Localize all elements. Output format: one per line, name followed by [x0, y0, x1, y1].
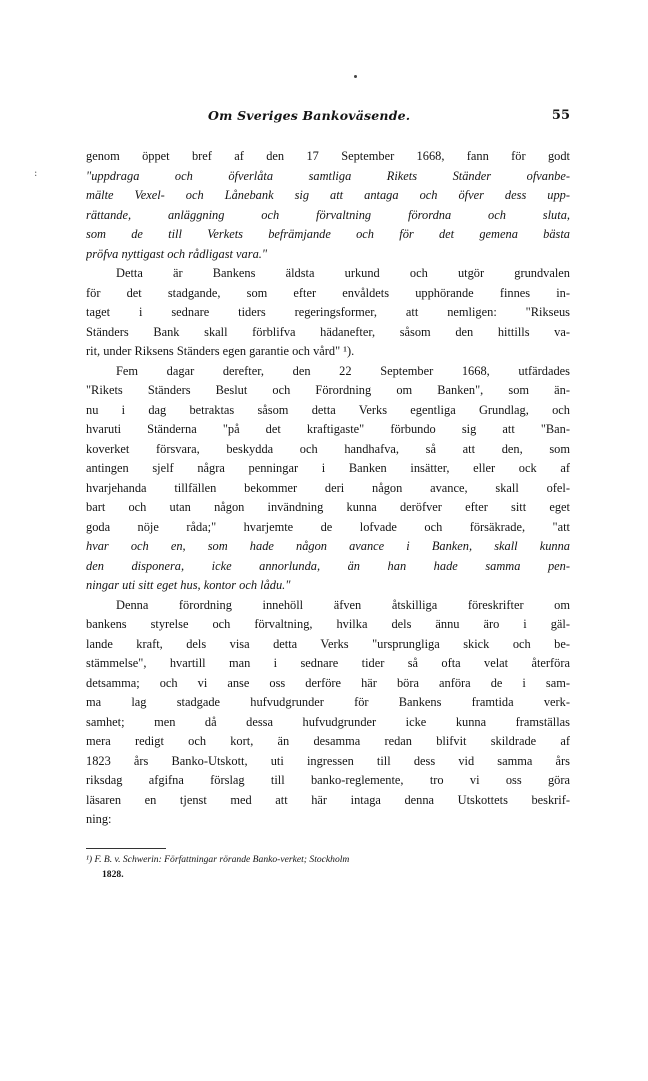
- text-line: ningar uti sitt eget hus, kontor och lådu.": [86, 578, 291, 592]
- text-line: Fem dagar derefter, den 22 September 1668, utfärdades: [116, 363, 570, 378]
- text-line: ning:: [86, 812, 112, 826]
- footnote-rule: [86, 848, 166, 849]
- text-line: taget i sednare tiders regeringsformer, att nemligen: "Rikseus: [86, 305, 570, 319]
- text-line: 1823 års Banko-Utskott, uti ingressen till dess vid samma års: [86, 753, 570, 768]
- text-line: "uppdraga och öfverlåta samtliga Rikets Ständer ofvanbe-: [86, 168, 570, 183]
- text-line: goda nöje råda;" hvarjemte de lofvade och försäkrade, "att: [86, 519, 570, 534]
- text-line: som de till Verkets befrämjande och för det gemena bästa: [86, 227, 570, 241]
- text-line: lande kraft, dels visa detta Verks "ursprungliga skick och be-: [86, 636, 570, 651]
- footnote-line: ¹) F. B. v. Schwerin: Författningar rörande Banko-verket; Stockholm: [86, 854, 350, 865]
- text-line: ma lag stadgade hufvudgrunder för Bankens framtida verk-: [86, 695, 570, 709]
- text-line: antingen sjelf några penningar i Banken insätter, eller ock af: [86, 461, 570, 475]
- running-title: Om Sveriges Bankoväsende.: [208, 108, 411, 123]
- text-line: pröfva nyttigast och rådligast vara.": [86, 246, 268, 261]
- text-line: riksdag afgifna förslag till banko-reglemente, tro vi oss göra: [86, 773, 570, 787]
- text-line: detsamma; och vi anse oss derföre här böra anföra de i sam-: [86, 675, 570, 690]
- text-line: stämmelse", hvartill man i sednare tider så ofta velat återföra: [86, 656, 570, 670]
- page-number: 55: [551, 108, 570, 123]
- footnote: [86, 852, 570, 882]
- text-line: hvar och en, som hade någon avance i Banken, skall kunna: [86, 539, 570, 553]
- text-line: "Rikets Ständers Beslut och Förordning om Banken", som än-: [86, 383, 570, 397]
- text-line: mälte Vexel- och Lånebank sig att antaga och öfver dess upp-: [86, 188, 570, 202]
- print-speck: [354, 75, 357, 78]
- text-line: hvaruti Ständerna "på det kraftigaste" förbundo sig att "Ban-: [86, 422, 570, 436]
- body-text: [86, 147, 570, 830]
- text-line: läsaren en tjenst med att här intaga denna Utskottets beskrif-: [86, 792, 570, 807]
- text-line: genom öppet bref af den 17 September 1668, fann för godt: [86, 149, 570, 163]
- text-line: Denna förordning innehöll äfven åtskilliga föreskrifter om: [116, 597, 570, 612]
- text-line: hvarjehanda tillfällen bekommer deri någon avance, skall ofel-: [86, 480, 570, 495]
- text-line: nu i dag betraktas såsom detta Verks egentliga Grundlag, och: [86, 402, 570, 417]
- text-line: koverket försvara, beskydda och handhafva, så att den, som: [86, 441, 570, 456]
- text-line: samhet; men då dessa hufvudgrunder icke kunna framställas: [86, 714, 570, 729]
- footnote-line: 1828.: [102, 869, 124, 880]
- text-line: rättande, anläggning och förvaltning förordna och sluta,: [86, 207, 570, 222]
- text-line: den disponera, icke annorlunda, än han hade samma pen-: [86, 558, 570, 573]
- text-line: för det stadgande, som efter envåldets upphörande finnes in-: [86, 285, 570, 300]
- text-line: mera redigt och kort, än desamma redan blifvit skildrade af: [86, 734, 570, 748]
- text-line: Ständers Bank skall förblifva hädanefter, såsom den hittills va-: [86, 324, 570, 339]
- running-header: [88, 108, 570, 130]
- text-line: Detta är Bankens äldsta urkund och utgör grundvalen: [116, 266, 570, 280]
- text-line: bart och utan någon invändning kunna deröfver efter sitt eget: [86, 500, 570, 514]
- margin-mark: :: [34, 168, 38, 179]
- text-line: bankens styrelse och förvaltning, hvilka dels ännu äro i gäl-: [86, 617, 570, 631]
- text-line: rit, under Riksens Ständers egen garantie och vård" ¹).: [86, 344, 355, 358]
